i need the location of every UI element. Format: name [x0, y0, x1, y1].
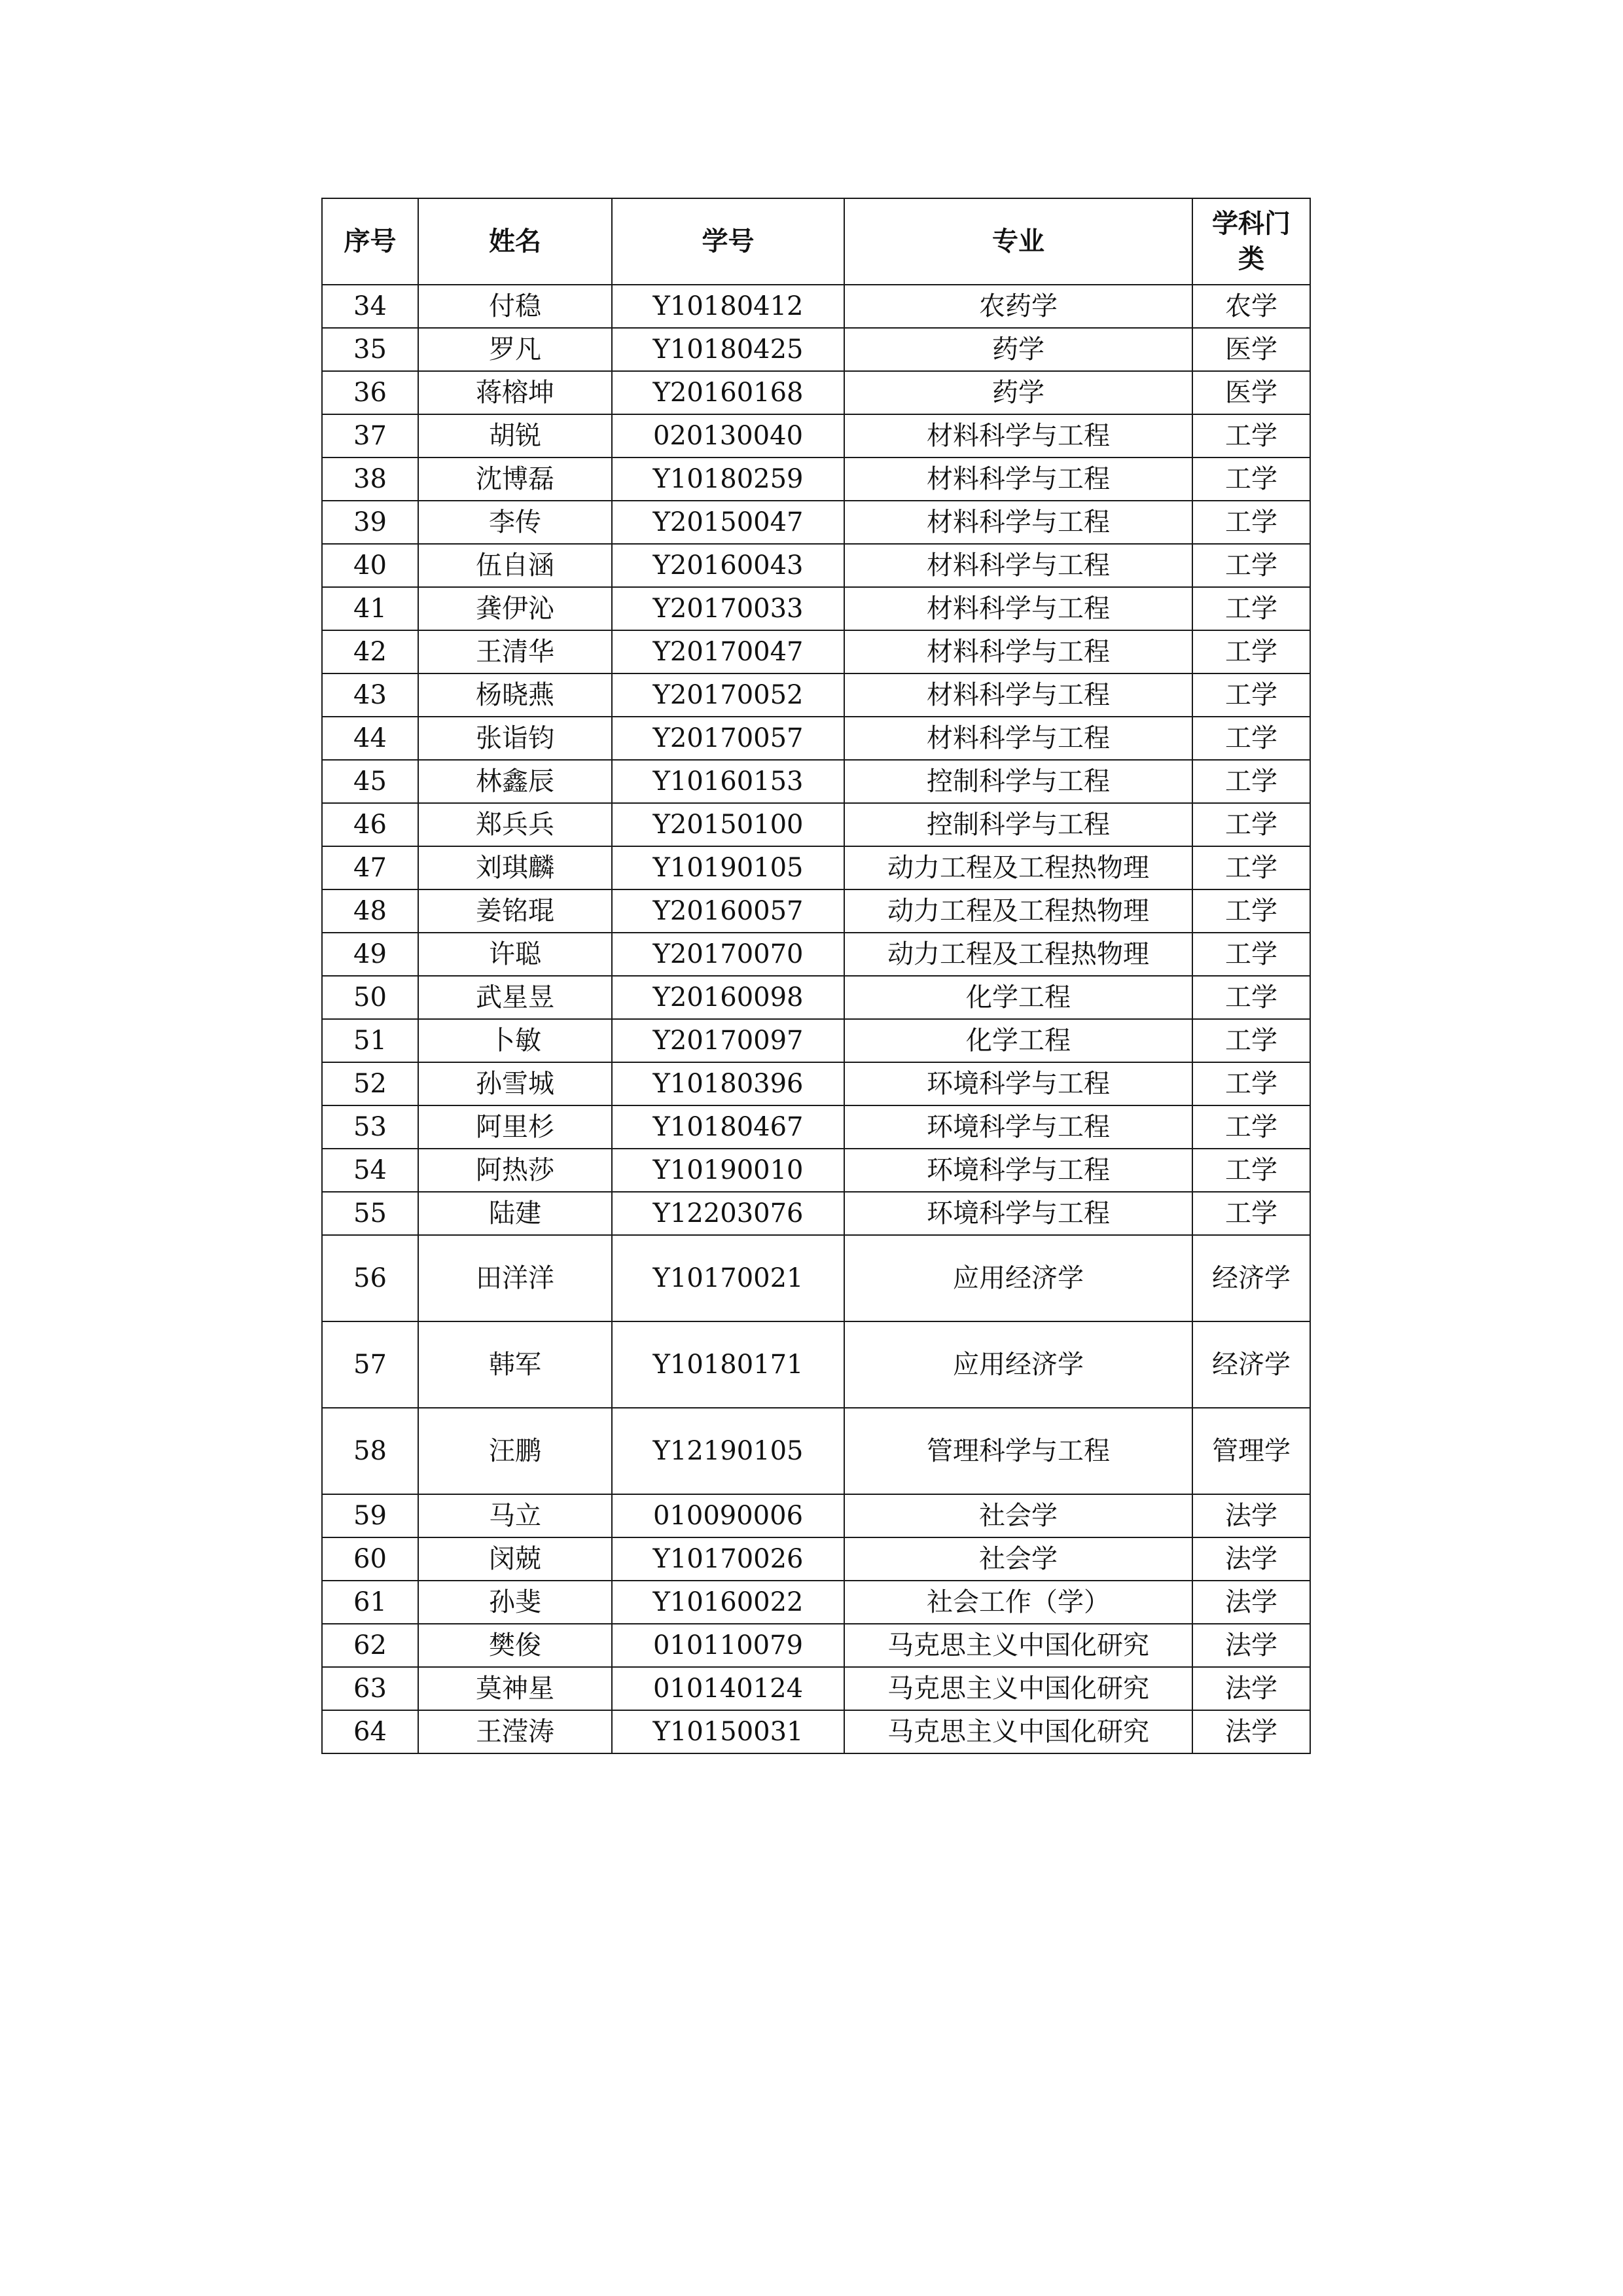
cell-name: 张诣钧 — [418, 717, 612, 760]
cell-name: 李传 — [418, 501, 612, 544]
cell-seq: 59 — [322, 1494, 418, 1537]
table-row — [322, 457, 1310, 501]
table-row — [322, 371, 1310, 414]
cell-student-id: Y10160022 — [612, 1581, 844, 1624]
cell-category: 工学 — [1192, 889, 1310, 933]
cell-major: 材料科学与工程 — [844, 587, 1192, 630]
header-student-id: 学号 — [612, 198, 844, 285]
cell-major: 环境科学与工程 — [844, 1149, 1192, 1192]
table-row — [322, 1624, 1310, 1667]
table-row — [322, 1537, 1310, 1581]
cell-category: 工学 — [1192, 1062, 1310, 1105]
header-name: 姓名 — [418, 198, 612, 285]
cell-name: 王清华 — [418, 630, 612, 673]
cell-name: 韩军 — [418, 1321, 612, 1408]
table-row — [322, 1667, 1310, 1710]
cell-seq: 35 — [322, 328, 418, 371]
cell-major: 药学 — [844, 371, 1192, 414]
cell-category: 法学 — [1192, 1537, 1310, 1581]
cell-student-id: 010140124 — [612, 1667, 844, 1710]
cell-seq: 43 — [322, 673, 418, 717]
cell-seq: 44 — [322, 717, 418, 760]
cell-student-id: Y20170047 — [612, 630, 844, 673]
table-row — [322, 1019, 1310, 1062]
header-seq: 序号 — [322, 198, 418, 285]
cell-name: 王滢涛 — [418, 1710, 612, 1753]
cell-name: 伍自涵 — [418, 544, 612, 587]
table-row — [322, 1105, 1310, 1149]
cell-seq: 48 — [322, 889, 418, 933]
cell-student-id: Y12190105 — [612, 1408, 844, 1494]
cell-name: 阿热莎 — [418, 1149, 612, 1192]
cell-student-id: Y20150047 — [612, 501, 844, 544]
table-row — [322, 803, 1310, 846]
cell-major: 动力工程及工程热物理 — [844, 889, 1192, 933]
cell-category: 医学 — [1192, 328, 1310, 371]
cell-seq: 38 — [322, 457, 418, 501]
cell-student-id: 010090006 — [612, 1494, 844, 1537]
cell-major: 控制科学与工程 — [844, 803, 1192, 846]
cell-student-id: Y20170070 — [612, 933, 844, 976]
cell-category: 农学 — [1192, 285, 1310, 328]
header-category: 学科门类 — [1192, 198, 1310, 285]
cell-category: 工学 — [1192, 976, 1310, 1019]
table-row — [322, 544, 1310, 587]
table-row — [322, 1149, 1310, 1192]
cell-seq: 64 — [322, 1710, 418, 1753]
table-row — [322, 1321, 1310, 1408]
cell-student-id: Y20160043 — [612, 544, 844, 587]
cell-student-id: Y20170033 — [612, 587, 844, 630]
cell-major: 社会学 — [844, 1537, 1192, 1581]
cell-name: 许聪 — [418, 933, 612, 976]
cell-seq: 57 — [322, 1321, 418, 1408]
cell-major: 材料科学与工程 — [844, 630, 1192, 673]
cell-student-id: Y10180425 — [612, 328, 844, 371]
cell-category: 经济学 — [1192, 1321, 1310, 1408]
cell-name: 卜敏 — [418, 1019, 612, 1062]
cell-seq: 41 — [322, 587, 418, 630]
cell-name: 付稳 — [418, 285, 612, 328]
cell-seq: 52 — [322, 1062, 418, 1105]
cell-name: 闵兢 — [418, 1537, 612, 1581]
cell-student-id: Y10160153 — [612, 760, 844, 803]
cell-name: 蒋榕坤 — [418, 371, 612, 414]
table-row — [322, 976, 1310, 1019]
cell-seq: 37 — [322, 414, 418, 457]
cell-student-id: Y20160168 — [612, 371, 844, 414]
cell-seq: 62 — [322, 1624, 418, 1667]
cell-student-id: Y10170021 — [612, 1235, 844, 1321]
table-body — [322, 285, 1310, 1753]
table-row — [322, 630, 1310, 673]
cell-major: 材料科学与工程 — [844, 414, 1192, 457]
cell-major: 动力工程及工程热物理 — [844, 933, 1192, 976]
cell-category: 工学 — [1192, 803, 1310, 846]
cell-seq: 45 — [322, 760, 418, 803]
cell-category: 工学 — [1192, 933, 1310, 976]
cell-category: 工学 — [1192, 1105, 1310, 1149]
cell-seq: 55 — [322, 1192, 418, 1235]
cell-major: 材料科学与工程 — [844, 457, 1192, 501]
cell-seq: 40 — [322, 544, 418, 587]
cell-name: 龚伊沁 — [418, 587, 612, 630]
cell-major: 药学 — [844, 328, 1192, 371]
table-row — [322, 1494, 1310, 1537]
cell-seq: 53 — [322, 1105, 418, 1149]
cell-major: 环境科学与工程 — [844, 1062, 1192, 1105]
cell-student-id: Y10170026 — [612, 1537, 844, 1581]
cell-student-id: Y20170057 — [612, 717, 844, 760]
table-row — [322, 760, 1310, 803]
table-row — [322, 414, 1310, 457]
cell-student-id: Y10190010 — [612, 1149, 844, 1192]
cell-category: 医学 — [1192, 371, 1310, 414]
cell-category: 工学 — [1192, 544, 1310, 587]
table-row — [322, 1581, 1310, 1624]
cell-name: 姜铭琨 — [418, 889, 612, 933]
cell-category: 工学 — [1192, 587, 1310, 630]
header-major: 专业 — [844, 198, 1192, 285]
table-row — [322, 1192, 1310, 1235]
cell-name: 罗凡 — [418, 328, 612, 371]
cell-student-id: Y20170097 — [612, 1019, 844, 1062]
cell-seq: 39 — [322, 501, 418, 544]
table-row — [322, 285, 1310, 328]
cell-major: 控制科学与工程 — [844, 760, 1192, 803]
cell-name: 胡锐 — [418, 414, 612, 457]
table-row — [322, 1710, 1310, 1753]
table-row — [322, 846, 1310, 889]
cell-major: 动力工程及工程热物理 — [844, 846, 1192, 889]
table-row — [322, 889, 1310, 933]
cell-major: 材料科学与工程 — [844, 673, 1192, 717]
cell-seq: 50 — [322, 976, 418, 1019]
cell-major: 环境科学与工程 — [844, 1192, 1192, 1235]
cell-category: 工学 — [1192, 846, 1310, 889]
cell-major: 环境科学与工程 — [844, 1105, 1192, 1149]
cell-student-id: Y10180396 — [612, 1062, 844, 1105]
cell-category: 工学 — [1192, 630, 1310, 673]
cell-major: 材料科学与工程 — [844, 544, 1192, 587]
cell-name: 刘琪麟 — [418, 846, 612, 889]
cell-student-id: Y10180171 — [612, 1321, 844, 1408]
cell-student-id: Y10180259 — [612, 457, 844, 501]
cell-category: 工学 — [1192, 760, 1310, 803]
cell-major: 社会学 — [844, 1494, 1192, 1537]
cell-student-id: Y20160057 — [612, 889, 844, 933]
cell-seq: 60 — [322, 1537, 418, 1581]
cell-major: 马克思主义中国化研究 — [844, 1710, 1192, 1753]
cell-student-id: Y20150100 — [612, 803, 844, 846]
cell-name: 陆建 — [418, 1192, 612, 1235]
cell-name: 田洋洋 — [418, 1235, 612, 1321]
cell-major: 材料科学与工程 — [844, 501, 1192, 544]
cell-seq: 58 — [322, 1408, 418, 1494]
cell-category: 管理学 — [1192, 1408, 1310, 1494]
table-row — [322, 933, 1310, 976]
cell-seq: 46 — [322, 803, 418, 846]
student-list-table — [321, 198, 1311, 1754]
cell-name: 郑兵兵 — [418, 803, 612, 846]
cell-seq: 54 — [322, 1149, 418, 1192]
cell-major: 材料科学与工程 — [844, 717, 1192, 760]
cell-student-id: Y20170052 — [612, 673, 844, 717]
cell-major: 管理科学与工程 — [844, 1408, 1192, 1494]
cell-name: 孙雪城 — [418, 1062, 612, 1105]
cell-major: 应用经济学 — [844, 1235, 1192, 1321]
cell-seq: 42 — [322, 630, 418, 673]
cell-name: 武星昱 — [418, 976, 612, 1019]
cell-student-id: 010110079 — [612, 1624, 844, 1667]
cell-category: 经济学 — [1192, 1235, 1310, 1321]
cell-student-id: Y10180467 — [612, 1105, 844, 1149]
cell-major: 化学工程 — [844, 976, 1192, 1019]
cell-seq: 49 — [322, 933, 418, 976]
cell-seq: 51 — [322, 1019, 418, 1062]
cell-category: 工学 — [1192, 1149, 1310, 1192]
cell-category: 法学 — [1192, 1624, 1310, 1667]
cell-name: 林鑫辰 — [418, 760, 612, 803]
cell-category: 工学 — [1192, 501, 1310, 544]
cell-category: 法学 — [1192, 1581, 1310, 1624]
table-row — [322, 717, 1310, 760]
table-row — [322, 328, 1310, 371]
cell-student-id: Y20160098 — [612, 976, 844, 1019]
cell-category: 工学 — [1192, 414, 1310, 457]
cell-category: 工学 — [1192, 1192, 1310, 1235]
table-row — [322, 587, 1310, 630]
cell-name: 马立 — [418, 1494, 612, 1537]
cell-student-id: 020130040 — [612, 414, 844, 457]
cell-major: 化学工程 — [844, 1019, 1192, 1062]
table-row — [322, 673, 1310, 717]
cell-major: 农药学 — [844, 285, 1192, 328]
cell-category: 法学 — [1192, 1494, 1310, 1537]
cell-seq: 56 — [322, 1235, 418, 1321]
cell-seq: 34 — [322, 285, 418, 328]
cell-name: 樊俊 — [418, 1624, 612, 1667]
header-row — [322, 198, 1310, 285]
cell-category: 法学 — [1192, 1710, 1310, 1753]
cell-student-id: Y12203076 — [612, 1192, 844, 1235]
table-row — [322, 1408, 1310, 1494]
table-row — [322, 1062, 1310, 1105]
cell-name: 沈博磊 — [418, 457, 612, 501]
cell-seq: 36 — [322, 371, 418, 414]
cell-student-id: Y10190105 — [612, 846, 844, 889]
cell-name: 莫神星 — [418, 1667, 612, 1710]
cell-name: 汪鹏 — [418, 1408, 612, 1494]
cell-major: 应用经济学 — [844, 1321, 1192, 1408]
table-row — [322, 1235, 1310, 1321]
cell-category: 工学 — [1192, 717, 1310, 760]
cell-major: 马克思主义中国化研究 — [844, 1667, 1192, 1710]
cell-seq: 63 — [322, 1667, 418, 1710]
cell-student-id: Y10180412 — [612, 285, 844, 328]
cell-name: 杨晓燕 — [418, 673, 612, 717]
cell-major: 社会工作（学） — [844, 1581, 1192, 1624]
cell-name: 阿里杉 — [418, 1105, 612, 1149]
cell-student-id: Y10150031 — [612, 1710, 844, 1753]
cell-seq: 61 — [322, 1581, 418, 1624]
cell-category: 工学 — [1192, 673, 1310, 717]
cell-seq: 47 — [322, 846, 418, 889]
cell-major: 马克思主义中国化研究 — [844, 1624, 1192, 1667]
cell-category: 工学 — [1192, 457, 1310, 501]
cell-name: 孙斐 — [418, 1581, 612, 1624]
cell-category: 法学 — [1192, 1667, 1310, 1710]
table-row — [322, 501, 1310, 544]
cell-category: 工学 — [1192, 1019, 1310, 1062]
